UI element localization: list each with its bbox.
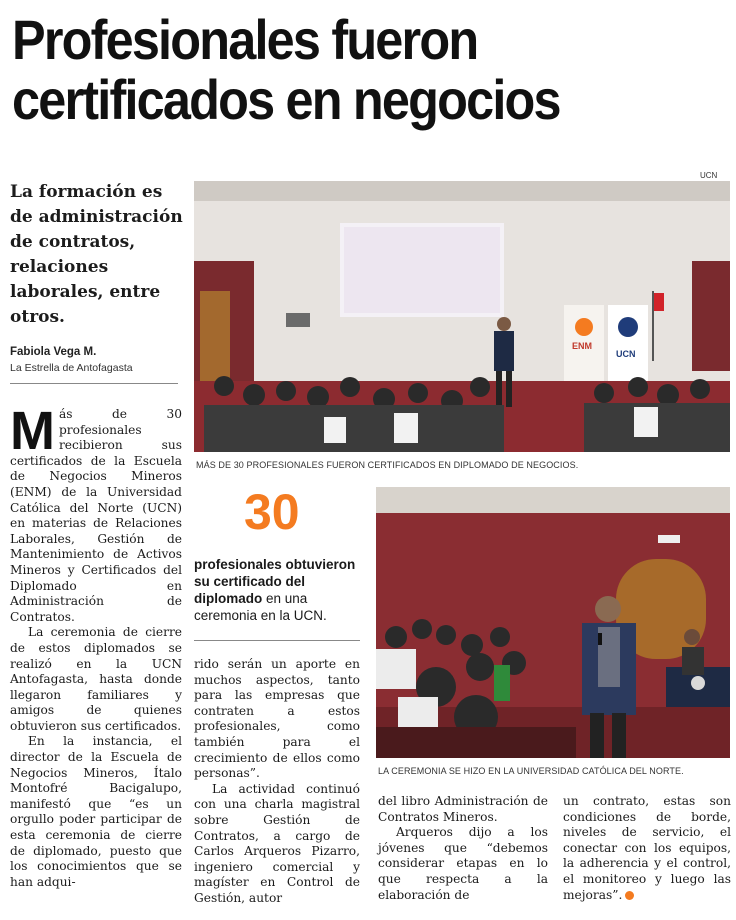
subheadline: La formación es de administración de contratos, relaciones laborales, entre otros. — [10, 182, 183, 327]
banner-left — [572, 341, 592, 351]
byline-outlet: La Estrella de Antofagasta — [10, 362, 133, 374]
body-column-1 — [10, 401, 182, 890]
photo-speaker — [376, 487, 730, 758]
paragraph: del libro Administración de Contratos Mineros. — [378, 794, 548, 824]
banner-right — [616, 349, 636, 359]
callout-number: 30 — [244, 484, 300, 540]
paragraph: En la instancia, el director de la Escuela de Negocios Mineros, Ítalo Montofré Bacigalupo, manifestó que “es un orgullo poder participar de esta ceremonia de cierre de diplomado, puesto que los conocimientos que se han adqui- — [10, 734, 182, 889]
paragraph — [10, 401, 182, 625]
body-column-2 — [194, 657, 360, 907]
photo-auditorium-illustration — [194, 181, 730, 452]
drop-cap: M — [10, 401, 55, 461]
paragraph: La actividad continuó con una charla magistral sobre Gestión de Contratos, a cargo de Carlos Arqueros Pizarro, ingeniero comercial y magíster en Control de Gestión, autor — [194, 781, 360, 905]
svg-text:UCN: UCN — [616, 349, 636, 359]
byline-author: Fabiola Vega M. — [10, 346, 97, 358]
photo-auditorium-caption: MÁS DE 30 PROFESIONALES FUERON CERTIFICADOS EN DIPLOMADO DE NEGOCIOS. — [196, 460, 579, 470]
photo-speaker-illustration — [376, 487, 730, 758]
paragraph-text: ás de 30 profesionales recibieron sus certificados de la Escuela de Negocios Mineros (ENM) de la Universidad Católica del Norte (UCN) en materias de Relaciones Laborales, Gestión de Mantenimiento de Activos Mineros y Certificados del Diplomado en Administración de Contratos. — [10, 407, 182, 624]
callout-divider — [194, 640, 360, 641]
paragraph: rido serán un aporte en muchos aspectos, tanto para las empresas que contraten a estos profesionales, como también para el crecimiento de ellos como personas”. — [194, 657, 360, 781]
photo-auditorium — [194, 181, 730, 452]
headline: Profesionales fueron certificados en negocios — [12, 8, 560, 131]
svg-text:ENM: ENM — [572, 341, 592, 351]
paragraph — [563, 794, 731, 903]
callout-text-bold: profesionales obtuvieron su certificado del diplomado — [194, 557, 356, 606]
callout-text-rest: en una ceremonia en la UCN. — [194, 591, 327, 623]
callout-text — [194, 556, 362, 624]
body-column-3 — [378, 794, 548, 903]
end-of-article-icon — [625, 891, 634, 900]
photo-credit: UCN — [700, 171, 718, 180]
paragraph-text: un contrato, estas son condiciones de borde, niveles de servicio, el conectar con los equipos, la adherencia y el control, el monitoreo y luego las mejoras”. — [563, 794, 731, 902]
body-column-4 — [563, 794, 731, 903]
byline-divider — [10, 383, 178, 384]
paragraph: Arqueros dijo a los jóvenes que “debemos considerar etapas en lo que respecta a la elaboración de — [378, 825, 548, 902]
paragraph: La ceremonia de cierre de estos diplomados se realizó en la UCN Antofagasta, hasta donde llegaron familiares y amigos de quienes obtuvieron sus certificados. — [10, 625, 182, 733]
photo-speaker-caption: LA CEREMONIA SE HIZO EN LA UNIVERSIDAD CATÓLICA DEL NORTE. — [378, 766, 684, 776]
